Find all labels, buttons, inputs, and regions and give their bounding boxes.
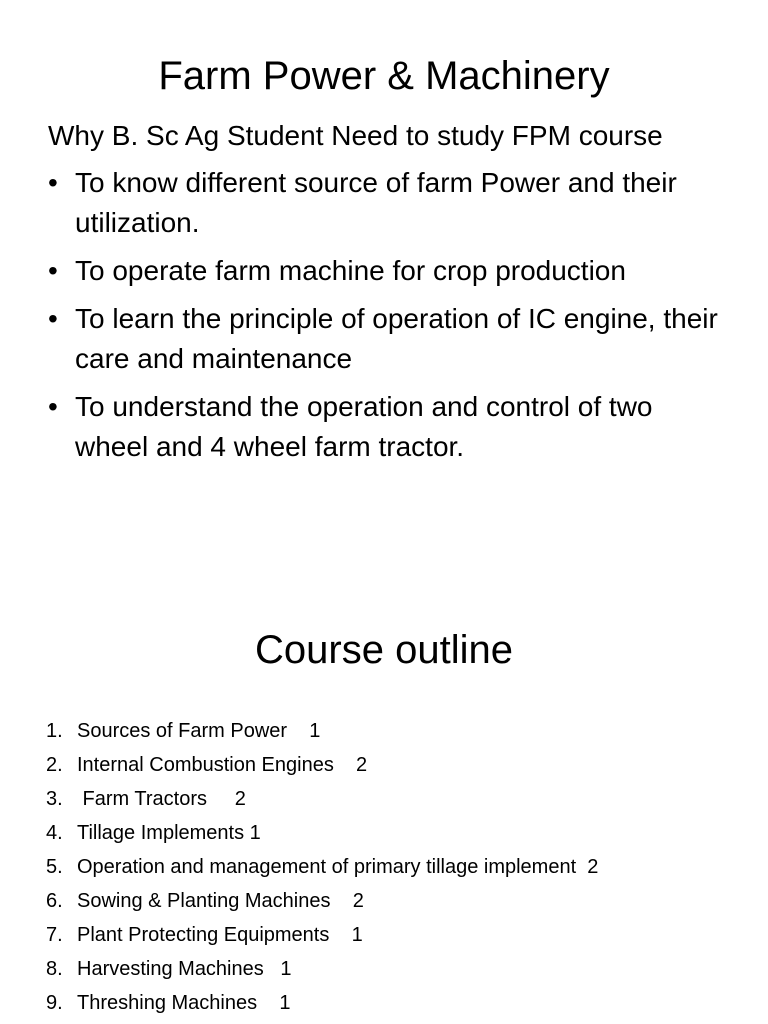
outline-item bbox=[46, 952, 598, 986]
outline-number: 6. bbox=[46, 890, 63, 912]
outline-list bbox=[46, 714, 598, 1020]
outline-number: 9. bbox=[46, 992, 63, 1014]
bullet-item bbox=[48, 251, 728, 291]
bullet-list bbox=[48, 163, 728, 475]
outline-text: Harvesting Machines 1 bbox=[77, 958, 292, 980]
outline-number: 1. bbox=[46, 720, 63, 742]
slide-title: Course outline bbox=[255, 628, 513, 672]
bullet-icon: • bbox=[48, 255, 58, 286]
outline-text: Tillage Implements 1 bbox=[77, 822, 261, 844]
outline-item bbox=[46, 748, 598, 782]
bullet-item bbox=[48, 299, 728, 379]
bullet-icon: • bbox=[48, 391, 58, 422]
bullet-icon: • bbox=[48, 303, 58, 334]
slide-course-outline bbox=[0, 600, 768, 1024]
outline-text: Sowing & Planting Machines 2 bbox=[77, 890, 364, 912]
outline-text: Operation and management of primary tillage implement 2 bbox=[77, 856, 599, 878]
outline-text: Sources of Farm Power 1 bbox=[77, 720, 321, 742]
outline-number: 5. bbox=[46, 856, 63, 878]
outline-number: 8. bbox=[46, 958, 63, 980]
slide-intro: Why B. Sc Ag Student Need to study FPM course bbox=[48, 120, 663, 151]
outline-text: Threshing Machines 1 bbox=[77, 992, 291, 1014]
outline-item bbox=[46, 714, 598, 748]
outline-item bbox=[46, 782, 598, 816]
slide-title: Farm Power & Machinery bbox=[158, 54, 610, 98]
outline-number: 2. bbox=[46, 754, 63, 776]
outline-number: 4. bbox=[46, 822, 63, 844]
outline-text: Farm Tractors 2 bbox=[77, 788, 246, 810]
outline-item bbox=[46, 850, 598, 884]
outline-item bbox=[46, 884, 598, 918]
bullet-item bbox=[48, 387, 728, 467]
bullet-text: To understand the operation and control of two wheel and 4 wheel farm tractor. bbox=[75, 391, 653, 462]
outline-text: Plant Protecting Equipments 1 bbox=[77, 924, 363, 946]
outline-number: 7. bbox=[46, 924, 63, 946]
bullet-text: To learn the principle of operation of IC engine, their care and maintenance bbox=[75, 303, 718, 374]
bullet-icon: • bbox=[48, 167, 58, 198]
bullet-text: To know different source of farm Power and their utilization. bbox=[75, 167, 677, 238]
bullet-item bbox=[48, 163, 728, 243]
outline-item bbox=[46, 986, 598, 1020]
outline-number: 3. bbox=[46, 788, 63, 810]
outline-item bbox=[46, 918, 598, 952]
outline-item bbox=[46, 816, 598, 850]
bullet-text: To operate farm machine for crop production bbox=[75, 255, 626, 286]
outline-text: Internal Combustion Engines 2 bbox=[77, 754, 368, 776]
